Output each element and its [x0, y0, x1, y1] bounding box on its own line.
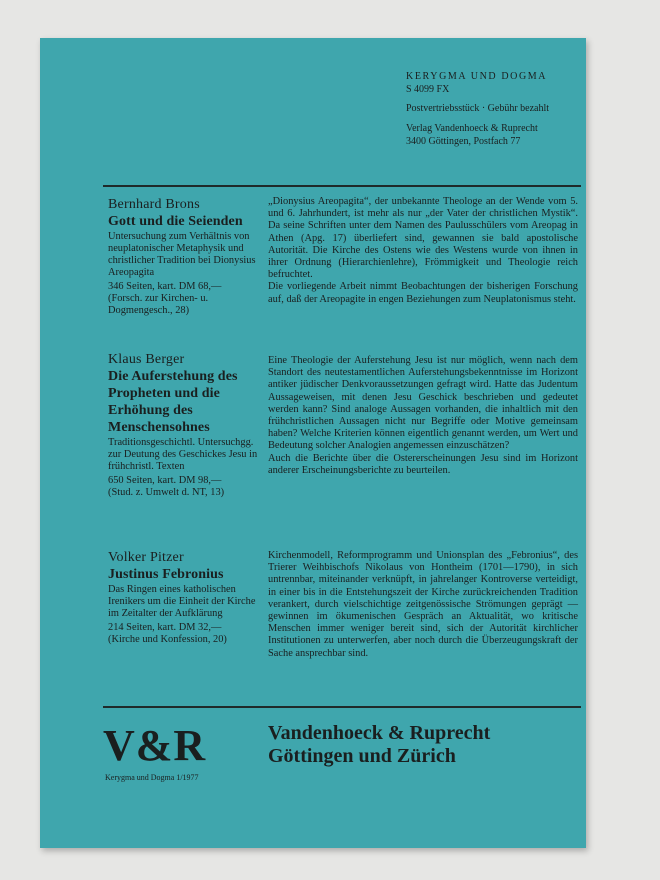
- book-2-pages-price: 650 Seiten, kart. DM 98,—: [108, 475, 222, 486]
- book-1-desc-para: Die vorliegende Arbeit nimmt Beobachtungen der bisherigen Forschung auf, daß der Areopagite in engen Beziehungen zum Neuplatonismus steht.: [268, 281, 578, 305]
- book-1-description: [268, 196, 578, 306]
- book-1-author: Bernhard Brons: [108, 197, 200, 212]
- book-1-desc-para: „Dionysius Areopagita“, der unbekannte Theologe an der Wende vom 5. und 6. Jahrhundert, ist mehr als nur „der Vater der christlichen Mystik“. Da seine Schriften unter dem Namen des Paulusschülers vom Areopag in Athen (Apg. 17) überliefert sind, gewannen sie bald apostolische Autorität. Die Kirche des Ostens wie des Westens wurde von ihnen in ihrer Ordnung (Hierarchienlehre), Frömmigkeit und Theologie reich befruchtet.: [268, 196, 578, 281]
- series-code: S 4099 FX: [406, 84, 450, 96]
- book-2-info: [108, 351, 260, 499]
- book-2-series-note: (Stud. z. Umwelt d. NT, 13): [108, 487, 225, 498]
- book-3-author: Volker Pitzer: [108, 550, 184, 565]
- book-2-author: Klaus Berger: [108, 352, 185, 367]
- book-1-series-note: (Forsch. zur Kirchen- u. Dogmengesch., 28): [108, 293, 209, 316]
- imprint-line-2: Göttingen und Zürich: [268, 745, 456, 767]
- publisher-logo: V&R: [103, 721, 207, 770]
- book-2-desc-para: Auch die Berichte über die Ostererscheinungen Jesu sind im Horizont anderer Erscheinungsberichte zu beurteilen.: [268, 452, 578, 476]
- issue-caption: Kerygma und Dogma 1/1977: [105, 773, 199, 782]
- book-1-title: Gott und die Seienden: [108, 214, 243, 229]
- book-3-desc-para: Kirchenmodell, Reformprogramm und Unionsplan des „Febronius“, des Trierer Weihbischofs Nikolaus von Hontheim (1701—1790), in sich untrennbar, miteinander verknüpft, in jahrelanger Kontroverse verteidigt, in einer bis in die Entstehungszeit der Kirche zurückreichenden Tradition verankert, durch vielschichtige zeitgenössische Strömungen geprägt — gewinnen im ökumenischen Gespräch an Aktualität, wo kritische Menschen immer weniger bereit sind, sich der Autorität kirchlicher Institutionen zu unterwerfen, aber noch durch die Überzeugungskraft der Sache ansprechbar sind.: [268, 550, 578, 659]
- book-1-info: [108, 196, 260, 317]
- divider-top: [103, 185, 581, 187]
- book-1-pages-price: 346 Seiten, kart. DM 68,—: [108, 281, 222, 292]
- publisher-address: 3400 Göttingen, Postfach 77: [406, 135, 521, 147]
- series-name: KERYGMA UND DOGMA: [406, 71, 548, 82]
- book-3-subtitle: Das Ringen eines katholischen Irenikers um die Einheit der Kirche im Zeitalter der Aufklärung: [108, 584, 256, 619]
- book-2-title: Die Auferstehung des Propheten und die Erhöhung des Menschensohnes: [108, 369, 238, 435]
- book-3-series-note: (Kirche und Konfession, 20): [108, 634, 227, 645]
- book-2-description: [268, 355, 578, 477]
- book-2-subtitle: Traditionsgeschichtl. Untersuchgg. zur Deutung des Geschickes Jesu in frühchristl. Texten: [108, 437, 258, 472]
- postal-note: Postvertriebsstück · Gebühr bezahlt: [406, 103, 550, 115]
- book-3-pages-price: 214 Seiten, kart. DM 32,—: [108, 622, 222, 633]
- publisher-name: Verlag Vandenhoeck & Ruprecht: [406, 122, 538, 134]
- publisher-imprint: [268, 722, 490, 768]
- book-3-description: [268, 550, 578, 660]
- book-2-desc-para: Eine Theologie der Auferstehung Jesu ist nur möglich, wenn nach dem Standort des neutestamentlichen Auferstehungsbekenntnisse im Horizont antiker jüdischer Denkvoraussetzungen gefragt wird. Hatte das Judentum Aussageweisen, mit denen Jesu Geschick beschrieben und gedeutet werden kann? Sind analoge Aussagen vorhanden, die inhaltlich mit den frühchristlichen Aussagen nicht nur Begriffe oder Motive gemeinsam haben? Welche Kriterien können eigentlich genannt werden, um Wert und Bedeutung solcher Analogien angemessen einzuschätzen?: [268, 355, 578, 452]
- book-3-info: [108, 549, 260, 646]
- imprint-line-1: Vandenhoeck & Ruprecht: [268, 722, 491, 744]
- book-1-subtitle: Untersuchung zum Verhältnis von neuplatonischer Metaphysik und christlicher Tradition bei Dionysius Areopagita: [108, 231, 256, 278]
- mailing-header: [406, 70, 586, 148]
- divider-bottom: [103, 706, 581, 708]
- book-3-title: Justinus Febronius: [108, 567, 224, 582]
